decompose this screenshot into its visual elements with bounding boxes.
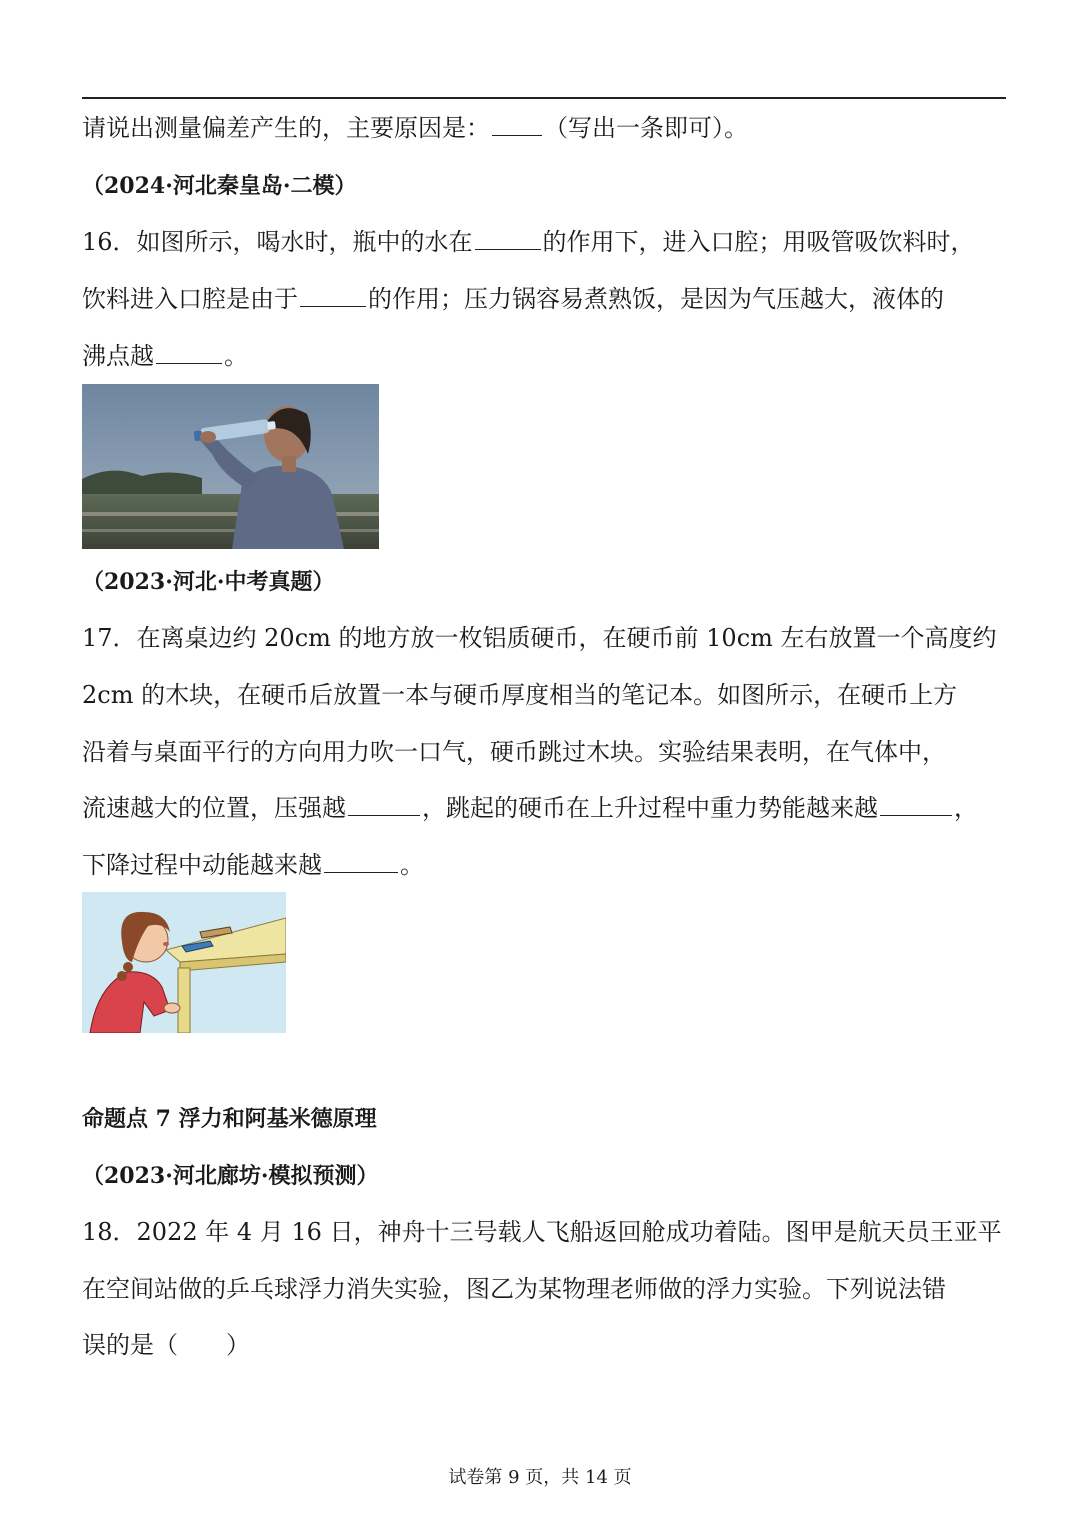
q16-line-2 <box>82 283 944 315</box>
q18-source: （2023·河北廊坊·模拟预测） <box>82 1163 379 1189</box>
answer-blank[interactable] <box>300 284 366 307</box>
q17-line-4 <box>82 792 978 824</box>
q17-line-3: 沿着与桌面平行的方向用力吹一口气，硬币跳过木块。实验结果表明，在气体中， <box>82 738 946 766</box>
q16-text: 16．如图所示，喝水时，瓶中的水在 <box>82 228 473 256</box>
q18-line-2: 在空间站做的乒乓球浮力消失实验，图乙为某物理老师做的浮力实验。下列说法错 <box>82 1275 946 1303</box>
girl-blowing-coin-illustration <box>82 892 286 1033</box>
page-footer: 试卷第 9 页，共 14 页 <box>448 1467 632 1488</box>
tail-suffix: （写出一条即可）。 <box>544 114 748 142</box>
answer-blank[interactable] <box>348 793 420 816</box>
answer-blank[interactable] <box>156 341 222 364</box>
answer-blank[interactable] <box>880 793 952 816</box>
q17-text: ，跳起的硬币在上升过程中重力势能越来越 <box>422 794 878 822</box>
q17-source: （2023·河北·中考真题） <box>82 569 335 595</box>
q16-text: 饮料进入口腔是由于 <box>82 285 298 313</box>
q16-source: （2024·河北秦皇岛·二模） <box>82 173 357 199</box>
q17-line-1: 17．在离桌边约 20cm 的地方放一枚铝质硬币，在硬币前 10cm 左右放置一个高度约 <box>82 624 997 652</box>
q17-line-5 <box>82 849 424 881</box>
q16-text: 的作用下，进入口腔；用吸管吸饮料时， <box>542 228 975 256</box>
q17-text: 。 <box>400 851 424 879</box>
q16-text: 。 <box>224 342 248 370</box>
answer-blank[interactable] <box>492 113 542 136</box>
answer-blank[interactable] <box>475 227 541 250</box>
header-rule <box>82 97 1006 99</box>
q16-line-1 <box>82 226 975 258</box>
answer-blank[interactable] <box>324 850 398 873</box>
section-title: 命题点 7 浮力和阿基米德原理 <box>82 1106 377 1132</box>
q16-text: 沸点越 <box>82 342 154 370</box>
q17-text: 流速越大的位置，压强越 <box>82 794 346 822</box>
q17-line-2: 2cm 的木块，在硬币后放置一本与硬币厚度相当的笔记本。如图所示，在硬币上方 <box>82 681 958 709</box>
q17-text: ， <box>954 794 978 822</box>
q18-line-3: 误的是（ ） <box>82 1331 250 1359</box>
q17-text: 下降过程中动能越来越 <box>82 851 322 879</box>
q16-text: 的作用；压力锅容易煮熟饭，是因为气压越大，液体的 <box>368 285 944 313</box>
q16-line-3 <box>82 340 248 372</box>
q18-line-1: 18．2022 年 4 月 16 日，神舟十三号载人飞船返回舱成功着陆。图甲是航天员王亚平 <box>82 1218 1002 1246</box>
previous-question-tail <box>82 112 748 144</box>
tail-text: 请说出测量偏差产生的，主要原因是： <box>82 114 490 142</box>
woman-drinking-water-photo <box>82 384 379 549</box>
